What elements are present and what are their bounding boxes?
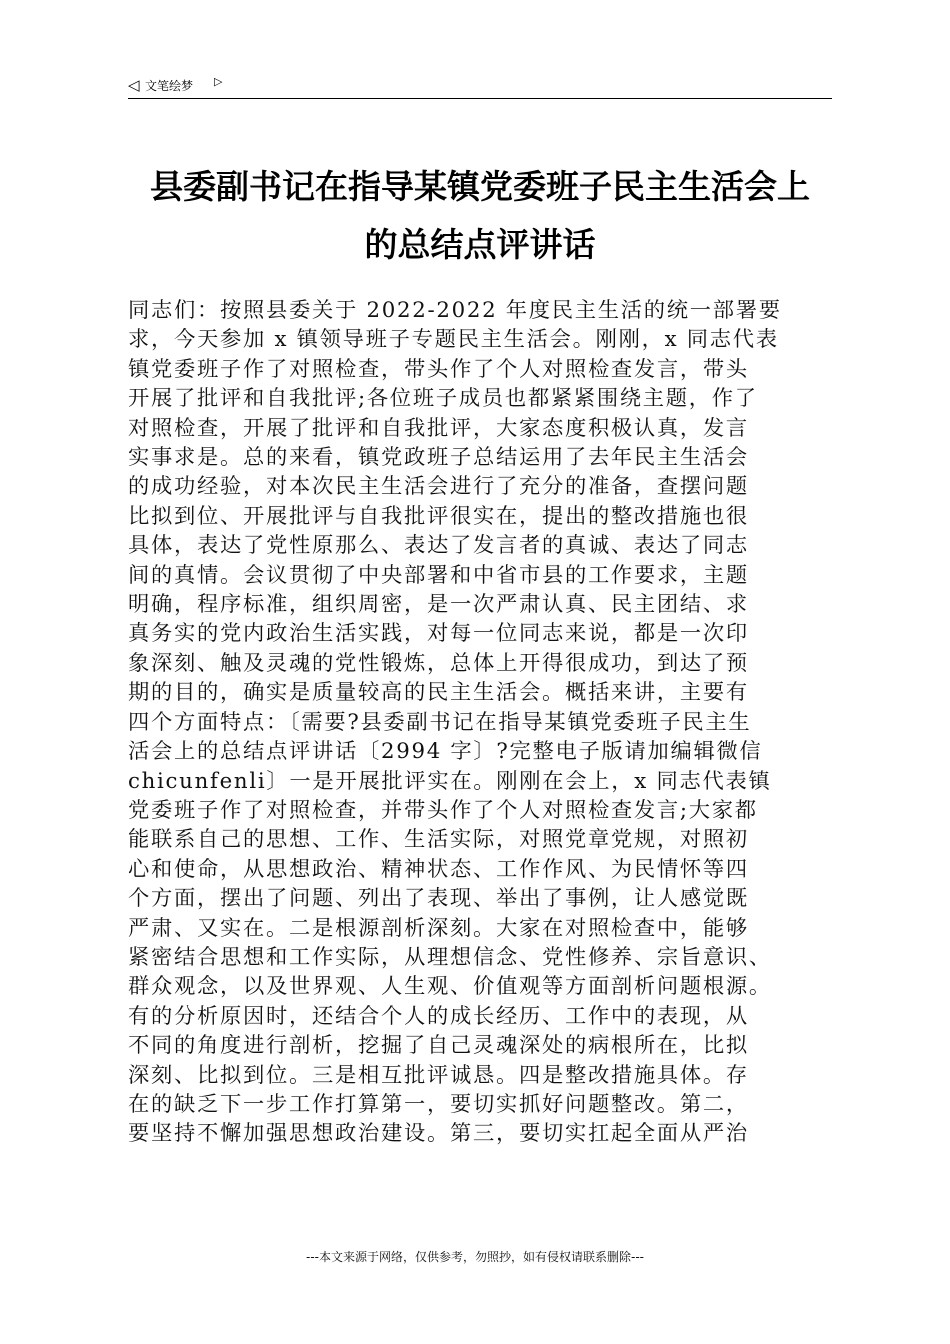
body-line: 实事求是。总的来看，镇党政班子总结运用了去年民主生活会 (128, 445, 749, 471)
body-line: 对照检查，开展了批评和自我批评，大家态度积极认真，发言 (128, 415, 749, 441)
title-line-2: 的总结点评讲话 (364, 225, 596, 264)
body-line: 要坚持不懈加强思想政治建设。第三，要切实扛起全面从严治 (128, 1121, 749, 1147)
triangle-left-icon: ◁ (128, 76, 140, 94)
document-body (128, 296, 848, 1149)
body-line: 严肃、又实在。二是根源剖析深刻。大家在对照检查中，能够 (128, 915, 749, 941)
triangle-right-icon: ▷ (214, 75, 223, 88)
body-line: 能联系自己的思想、工作、生活实际，对照党章党规，对照初 (128, 827, 749, 853)
body-line: 党委班子作了对照检查，并带头作了个人对照检查发言;大家都 (128, 797, 758, 823)
body-line: 个方面，摆出了问题、列出了表现、举出了事例，让人感觉既 (128, 886, 749, 912)
body-line: 间的真情。会议贯彻了中央部署和中省市县的工作要求，主题 (128, 562, 749, 588)
body-line: 不同的角度进行剖析，挖掘了自己灵魂深处的病根所在，比拟 (128, 1033, 749, 1059)
body-line: 紧密结合思想和工作实际，从理想信念、党性修养、宗旨意识、 (128, 944, 772, 970)
body-line: 在的缺乏下一步工作打算第一，要切实抓好问题整改。第二， (128, 1091, 749, 1117)
body-line: 开展了批评和自我批评;各位班子成员也都紧紧围绕主题，作了 (128, 386, 758, 412)
body-line: 象深刻、触及灵魂的党性锻炼，总体上开得很成功，到达了预 (128, 650, 749, 676)
body-line: 有的分析原因时，还结合个人的成长经历、工作中的表现，从 (128, 1003, 749, 1029)
body-line: 真务实的党内政治生活实践，对每一位同志来说，都是一次印 (128, 621, 749, 647)
body-line: 活会上的总结点评讲话〔2994 字〕?完整电子版请加编辑微信 (128, 739, 763, 765)
body-line: 明确，程序标准，组织周密，是一次严肃认真、民主团结、求 (128, 592, 749, 618)
body-line: 的成功经验，对本次民主生活会进行了充分的准备，查摆问题 (128, 474, 749, 500)
footer-disclaimer: ---本文来源于网络，仅供参考，勿照抄，如有侵权请联系删除--- (306, 1250, 644, 1264)
body-line: 四个方面特点：〔需要?县委副书记在指导某镇党委班子民主生 (128, 709, 752, 735)
page-header (128, 74, 832, 99)
body-line: 具体，表达了党性原那么、表达了发言者的真诚、表达了同志 (128, 533, 749, 559)
body-line: 求，今天参加 x 镇领导班子专题民主生活会。刚刚，x 同志代表 (128, 327, 779, 353)
body-line: 期的目的，确实是质量较高的民主生活会。概括来讲，主要有 (128, 680, 749, 706)
document-title (110, 158, 850, 274)
header-brand: 文笔绘梦 (145, 79, 194, 93)
body-line: 心和使命，从思想政治、精神状态、工作作风、为民情怀等四 (128, 856, 749, 882)
body-line: 镇党委班子作了对照检查，带头作了个人对照检查发言，带头 (128, 356, 749, 382)
body-line: 比拟到位、开展批评与自我批评很实在，提出的整改措施也很 (128, 503, 749, 529)
body-line: 深刻、比拟到位。三是相互批评诚恳。四是整改措施具体。存 (128, 1062, 749, 1088)
body-line: 群众观念，以及世界观、人生观、价值观等方面剖析问题根源。 (128, 974, 772, 1000)
body-line: 同志们：按照县委关于 2022-2022 年度民主生活的统一部署要 (128, 298, 782, 323)
body-line: chicunfenli〕一是开展批评实在。刚刚在会上，x 同志代表镇 (128, 768, 772, 794)
title-line-1: 县委副书记在指导某镇党委班子民主生活会上 (150, 167, 810, 206)
